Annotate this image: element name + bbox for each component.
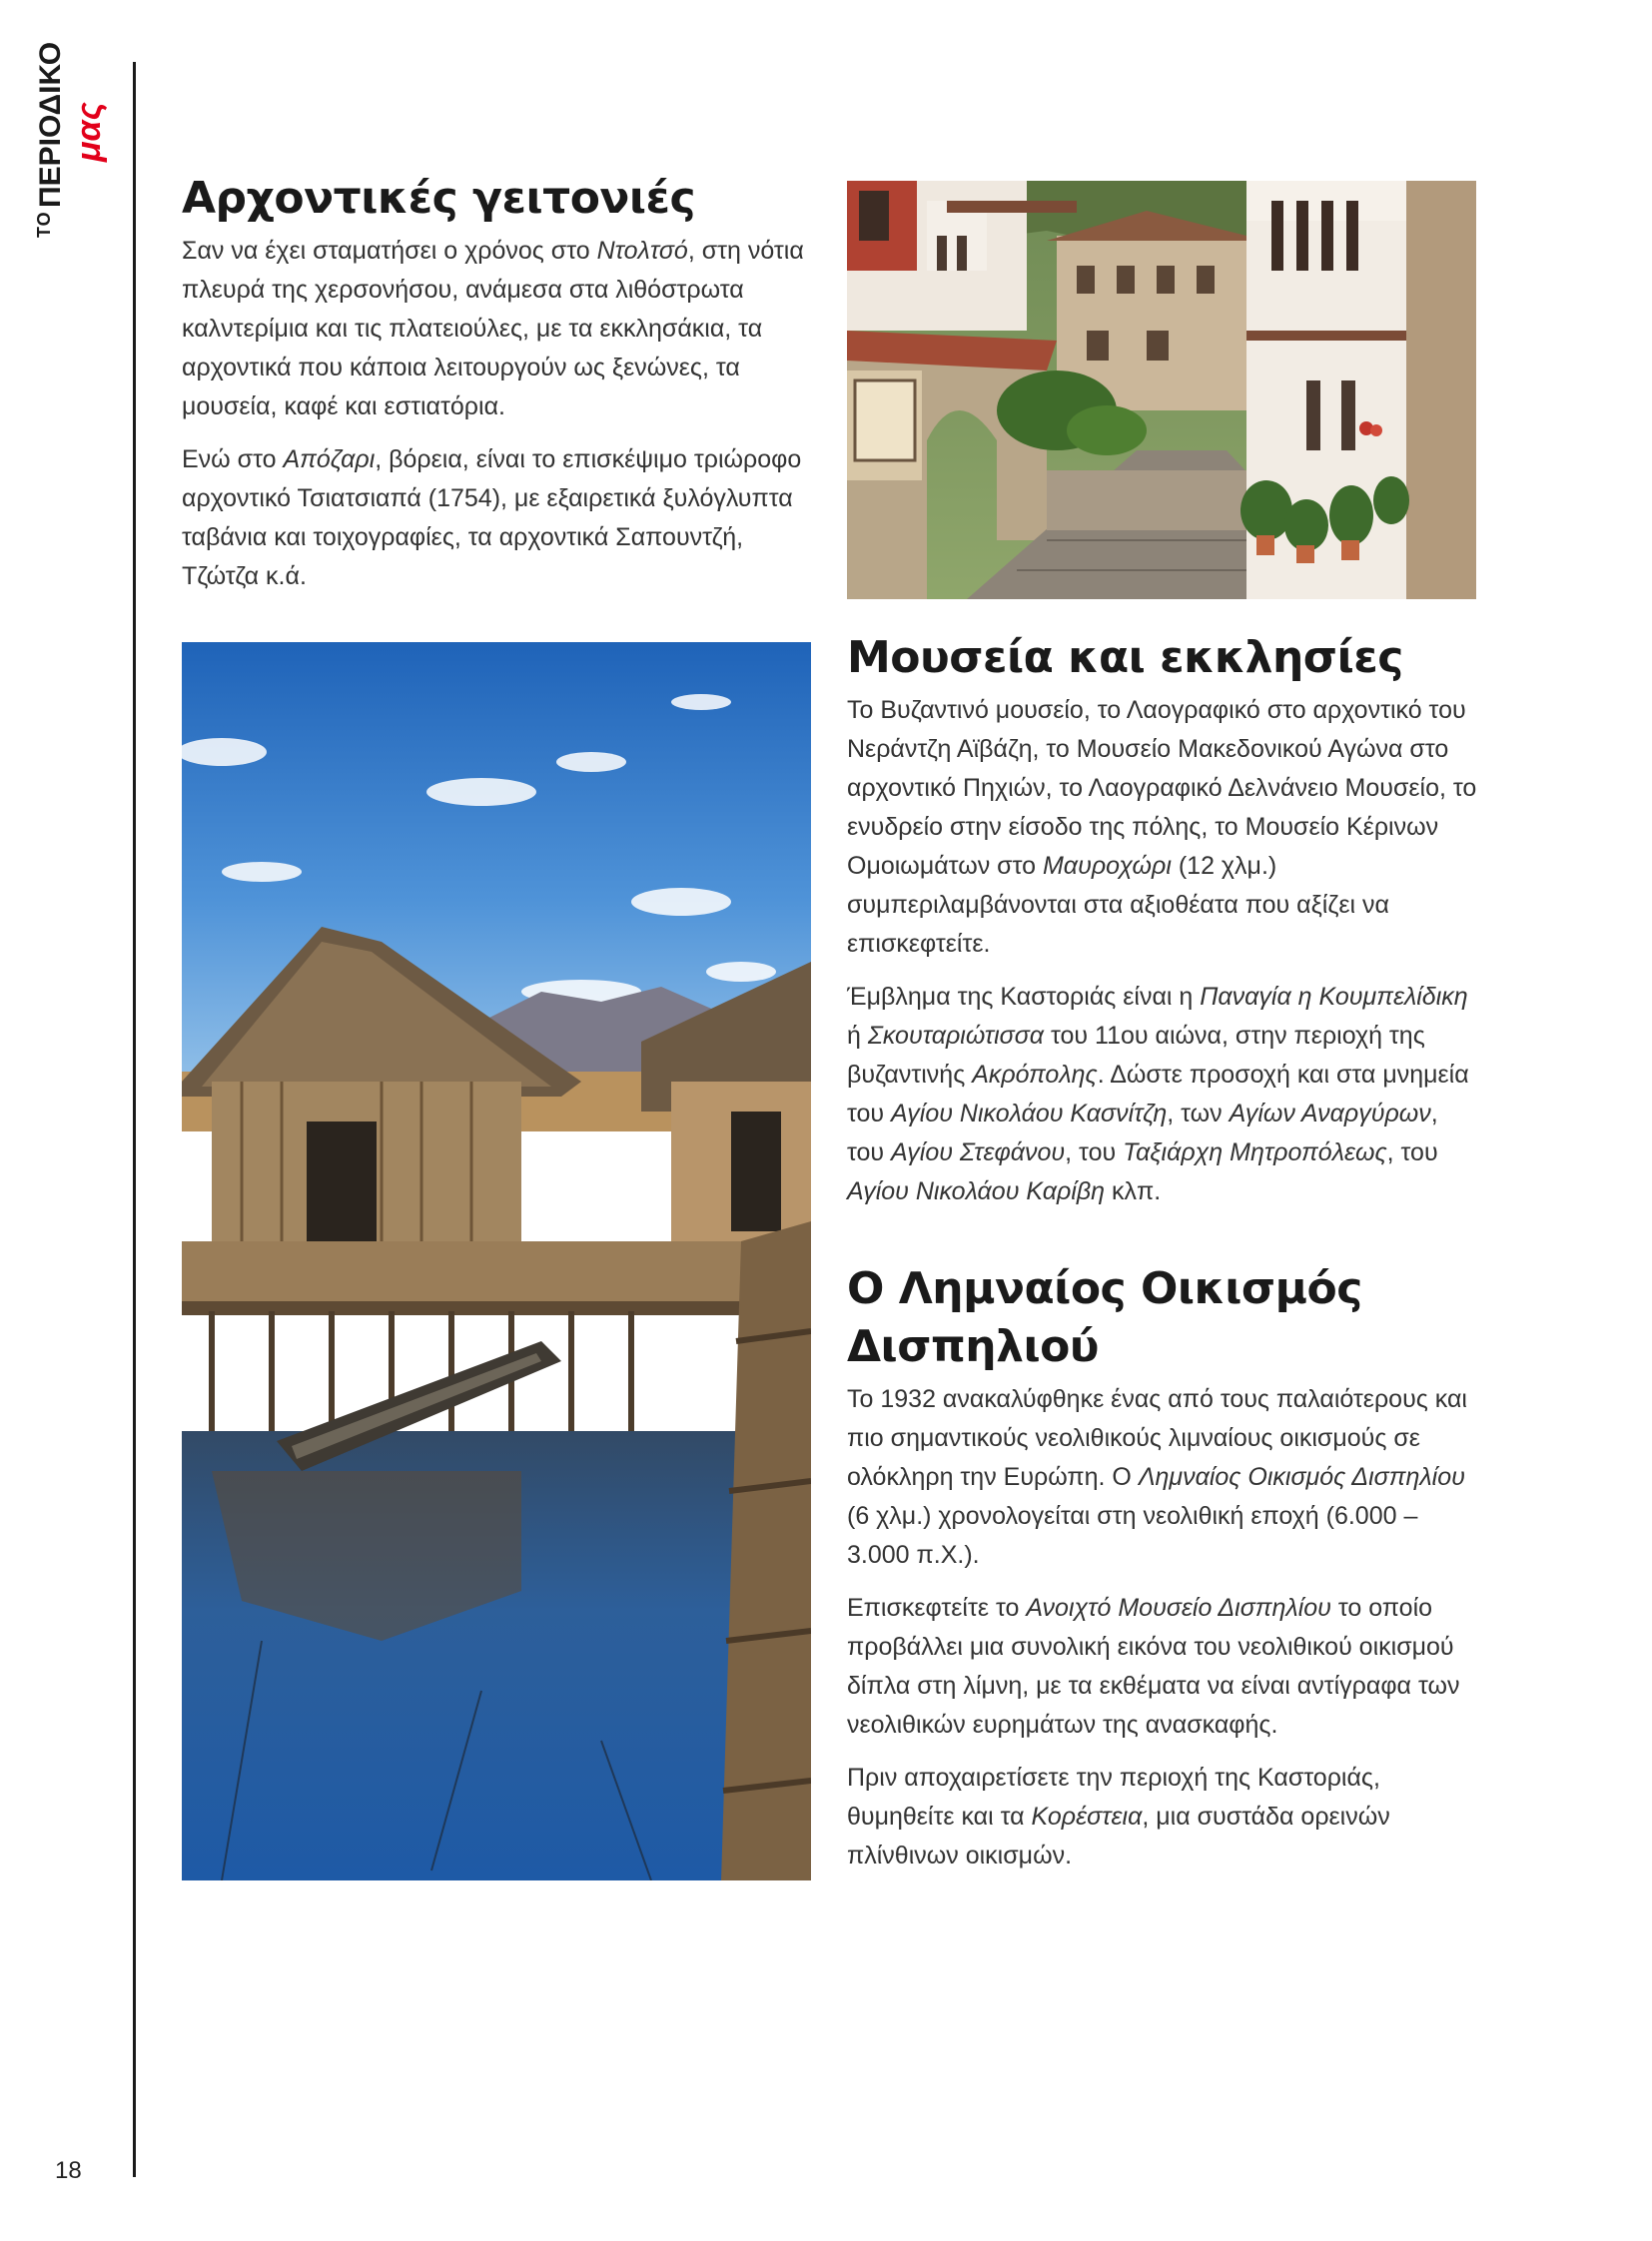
body-text: Το Βυζαντινό μουσείο, το Λαογραφικό στο αρχοντικό του Νεράντζη Αϊβάζη, το Μουσείο Μακεδονικού Αγώνα στο αρχοντικό Πηχιών, το Λαογραφικό Δελνάνειο Μουσείο, το ενυδρείο στην είσοδο της πόλης, το Μουσείο Κέρινων Ομοιωμάτων στο [847,696,1477,880]
emphasis-text: Αγίου Νικολάου Καρίβη [847,1177,1106,1205]
paragraph [847,1759,1478,1875]
body-text: Επισκεφτείτε το [847,1594,1027,1622]
body-text: του 11ου αιώνα, στην περιοχή της βυζαντινής [847,1022,1425,1089]
emphasis-text: Αγίου Στεφάνου [891,1138,1066,1166]
emphasis-text: Λημναίος Οικισμός Δισπηλίου [1138,1463,1465,1491]
body-text: , των [1167,1100,1230,1127]
emphasis-text: Σκουταριώτισσα [867,1022,1045,1050]
section-archontikes [182,170,809,610]
body-text: (12 χλμ.) συμπεριλαμβάνονται στα αξιοθέατα που αξίζει να επισκεφτείτε. [847,852,1389,958]
emphasis-text: Ανοιχτό Μουσείο Δισπηλίου [1026,1594,1331,1622]
body-text: , του [847,1100,1438,1166]
emphasis-text: Κορέστεια [1031,1803,1143,1831]
body-text: , του [1386,1138,1438,1166]
section-title: Αρχοντικές γειτονιές [182,173,696,224]
paragraph [847,978,1478,1211]
body-text: , μια συστάδα ορεινών πλίνθινων οικισμών. [847,1803,1390,1869]
paragraph [182,440,809,596]
section-mouseia [847,629,1478,1225]
paragraph [182,232,809,426]
lake-dwellings-photo [182,642,811,1880]
emphasis-text: Ταξιάρχη Μητροπόλεως [1123,1138,1387,1166]
body-text: , στη νότια πλευρά της χερσονήσου, ανάμεσα στα λιθόστρωτα καλντερίμια και τις πλατειούλες, με τα εκκλησάκια, τα αρχοντικά που κάποια λειτουργούν ως ξενώνες, τα μουσεία, καφέ και εστιατόρια. [182,237,804,420]
margin-rule [133,62,136,2177]
brand-suffix: μας [70,102,108,162]
village-photo [847,181,1476,599]
body-text: το οποίο προβάλλει μια συνολική εικόνα του νεολιθικού οικισμού δίπλα στη λίμνη, με τα εκθέματα να είναι αντίγραφα των νεολιθικών ευρημάτων της ανασκαφής. [847,1594,1460,1739]
brand-name: ΠΕΡΙΟΔΙΚΟ [34,41,67,208]
body-text: Πριν αποχαιρετίσετε την περιοχή της Καστοριάς, θυμηθείτε και τα [847,1764,1380,1831]
page-number: 18 [55,2157,82,2184]
paragraph [847,1589,1478,1745]
section-title: Μουσεία και εκκλησίες [847,632,1403,683]
body-text: , βόρεια, είναι το επισκέψιμο τριώροφο αρχοντικό Τσιατσιαπά (1754), με εξαιρετικά ξυλόγλυπτα ταβάνια και τοιχογραφίες, τα αρχοντικά Σαπουντζή, Τζώτζα κ.ά. [182,445,802,590]
body-text: . Δώστε προσοχή και στα μνημεία του [847,1061,1469,1127]
emphasis-text: Μαυροχώρι [1042,852,1172,880]
brand-logo [30,41,110,242]
paragraph [847,691,1478,964]
body-text: Έμβλημα της Καστοριάς είναι η [847,983,1201,1011]
body-text: Σαν να έχει σταματήσει ο χρόνος στο [182,237,597,265]
emphasis-text: Παναγία η Κουμπελίδικη [1200,983,1468,1011]
paragraph [847,1380,1478,1575]
emphasis-text: Απόζαρι [283,445,376,473]
section-dispilio [847,1260,1478,1889]
body-text: , του [1065,1138,1124,1166]
emphasis-text: Αγίων Αναργύρων [1229,1100,1431,1127]
section-title: Ο Λημναίος Οικισμός Δισπηλιού [847,1263,1362,1372]
emphasis-text: Ντολτσό [596,237,688,265]
body-text: Το 1932 ανακαλύφθηκε ένας από τους παλαιότερους και πιο σημαντικούς νεολιθικούς λιμναίους οικισμούς σε ολόκληρη την Ευρώπη. Ο [847,1385,1467,1491]
emphasis-text: Αγίου Νικολάου Κασνίτζη [891,1100,1168,1127]
body-text: (6 χλμ.) χρονολογείται στη νεολιθική εποχή (6.000 – 3.000 π.Χ.). [847,1502,1418,1569]
body-text: ή [847,1022,868,1050]
body-text: κλπ. [1105,1177,1162,1205]
emphasis-text: Ακρόπολης [972,1061,1098,1089]
body-text: Ενώ στο [182,445,284,473]
brand-prefix: ΤΟ [34,211,54,238]
